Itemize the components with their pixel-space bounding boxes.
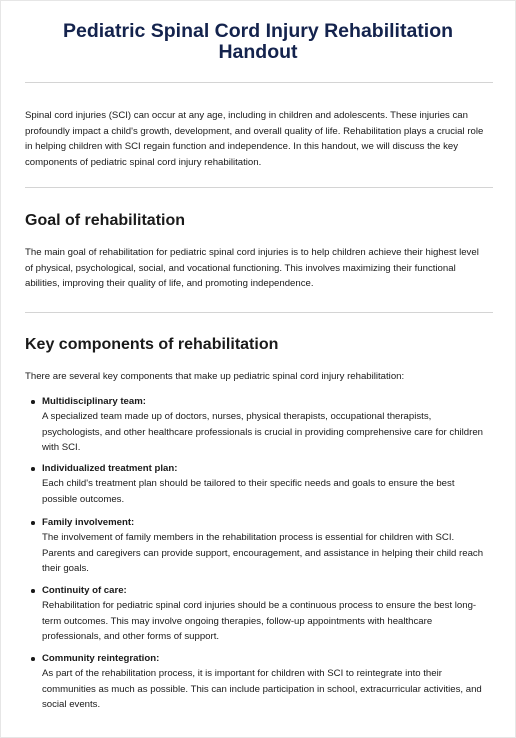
list-item-text: Rehabilitation for pediatric spinal cord injuries should be a continuous process to ensure the best long-term outcomes. This may involve ongoing therapies, follow-up appointments with healthcare professionals, and other forms of support. [42,600,477,642]
list-item-text: A specialized team made up of doctors, nurses, physical therapists, occupational therapists, psychologists, and other healthcare professionals is crucial in providing comprehensive care for children with SCI. [42,411,484,453]
bullet-icon [31,657,35,661]
list-item-title: Family involvement: [42,517,135,528]
bullet-icon [31,400,35,404]
list-item-text: Each child's treatment plan should be tailored to their specific needs and goals to ensure the best possible outcomes. [42,478,455,505]
divider [25,312,493,313]
list-item-title: Multidisciplinary team: [42,396,146,407]
components-heading: Key components of rehabilitation [25,336,279,353]
list-item-title: Individualized treatment plan: [42,463,178,474]
divider [25,82,493,83]
list-item-title: Continuity of care: [42,585,127,596]
list-item-title: Community reintegration: [42,653,160,664]
bullet-icon [31,521,35,525]
goal-paragraph: The main goal of rehabilitation for pediatric spinal cord injuries is to help children achieve their highest level of physical, psychological, social, and vocational functioning. This involves maximizing their functional abilities, improving their quality of life, and promoting independence. [25,247,479,289]
bullet-icon [31,467,35,471]
bullet-icon [31,589,35,593]
divider [25,187,493,188]
components-intro: There are several key components that make up pediatric spinal cord injury rehabilitation: [25,371,405,382]
intro-paragraph: Spinal cord injuries (SCI) can occur at any age, including in children and adolescents. These injuries can profoundly impact a child's growth, development, and overall quality of life. Rehabilitation plays a crucial role in helping children with SCI regain function and independence. In this handout, we will discuss the key components of pediatric spinal cord injury rehabilitation. [25,110,484,168]
list-item-text: As part of the rehabilitation process, it is important for children with SCI to reintegrate into their communities as much as possible. This can include participation in school, extracurricular activities, and social events. [42,668,482,710]
goal-heading: Goal of rehabilitation [25,212,186,229]
list-item-text: The involvement of family members in the rehabilitation process is essential for children with SCI. Parents and caregivers can provide support, encouragement, and assistance in helping their child reach their goals. [42,532,484,574]
page-title: Pediatric Spinal Cord Injury Rehabilitation Handout [62,20,454,63]
